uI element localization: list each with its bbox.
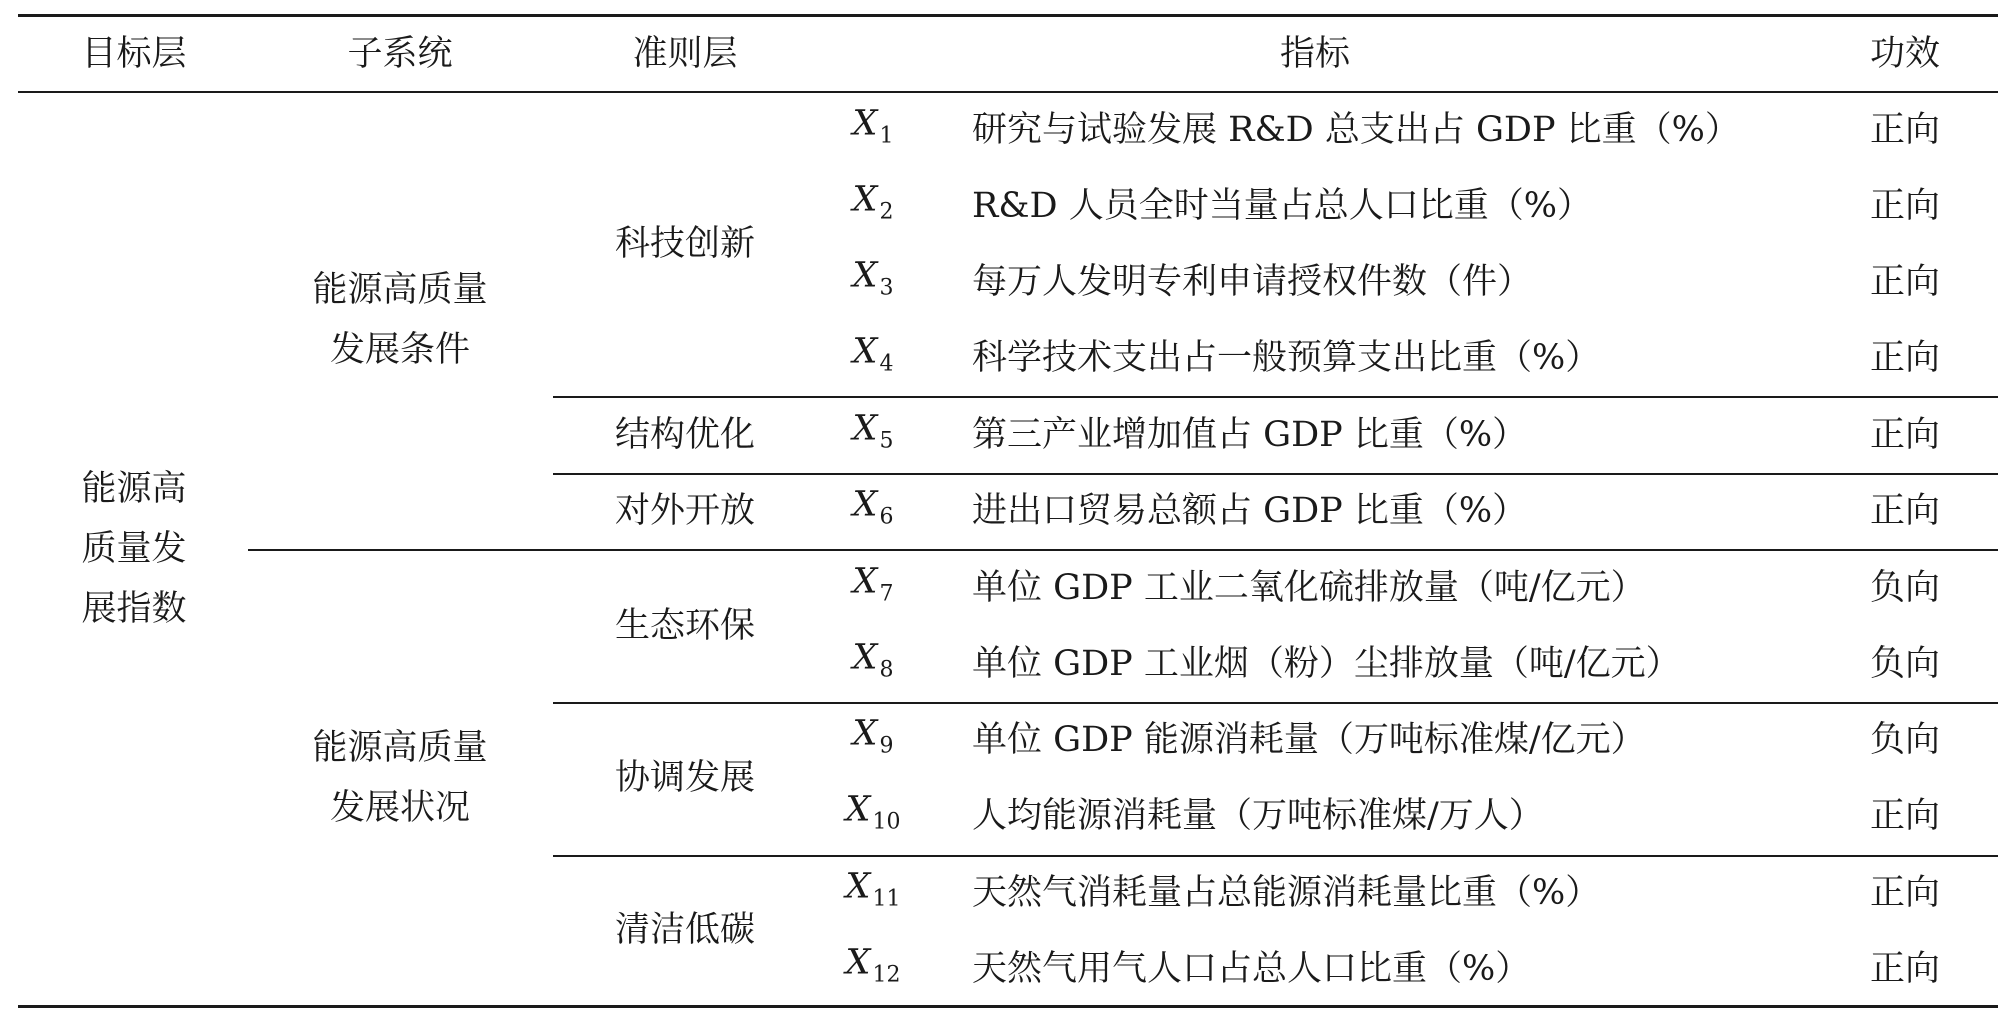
indicator-variable xyxy=(853,484,894,539)
indicator-effect: 负向 xyxy=(1869,644,1941,684)
subsystem-line: 发展条件 xyxy=(329,330,470,370)
goal-line-2: 质量发 xyxy=(81,529,187,569)
indicator-variable xyxy=(846,866,901,921)
header-rule xyxy=(18,91,1998,93)
criterion-sthb: 生态环保 xyxy=(614,606,756,646)
variable-subscript: 7 xyxy=(879,581,894,607)
variable-symbol: X xyxy=(845,942,871,983)
variable-subscript: 6 xyxy=(879,504,894,530)
variable-symbol: X xyxy=(845,866,871,907)
variable-subscript: 5 xyxy=(879,428,894,454)
indicator-effect: 负向 xyxy=(1869,568,1941,608)
variable-subscript: 11 xyxy=(872,886,901,912)
indicator-text: 科学技术支出占一般预算支出比重（%） xyxy=(972,338,1601,378)
rule-after-kjcx xyxy=(553,396,1998,398)
indicator-text: 单位 GDP 能源消耗量（万吨标准煤/亿元） xyxy=(972,720,1646,760)
header-goal: 目标层 xyxy=(81,34,187,74)
indicator-effect: 正向 xyxy=(1869,491,1941,531)
indicator-variable xyxy=(853,408,894,463)
criterion-qjdt: 清洁低碳 xyxy=(614,910,756,950)
criterion-xtfz: 协调发展 xyxy=(614,758,756,798)
variable-symbol: X xyxy=(852,637,878,678)
indicator-variable xyxy=(853,637,894,692)
variable-symbol: X xyxy=(852,103,878,144)
rule-subsystem-divider xyxy=(248,549,1998,551)
subsystem-line: 发展状况 xyxy=(329,788,470,828)
indicator-effect: 正向 xyxy=(1869,949,1941,989)
bottom-rule xyxy=(18,1005,1998,1008)
indicator-text: 单位 GDP 工业二氧化硫排放量（吨/亿元） xyxy=(972,568,1646,608)
goal-line-1: 能源高 xyxy=(81,469,187,509)
variable-subscript: 9 xyxy=(879,733,894,759)
criterion-dwkf: 对外开放 xyxy=(614,491,756,531)
indicator-effect: 正向 xyxy=(1869,338,1941,378)
indicator-variable xyxy=(853,331,894,386)
indicator-variable xyxy=(853,179,894,234)
indicator-text: 第三产业增加值占 GDP 比重（%） xyxy=(972,415,1528,455)
indicator-variable xyxy=(853,103,894,158)
variable-symbol: X xyxy=(845,789,871,830)
header-indicator: 指标 xyxy=(1279,34,1351,74)
indicator-effect: 正向 xyxy=(1869,262,1941,302)
indicator-effect: 正向 xyxy=(1869,796,1941,836)
rule-after-xtfz xyxy=(553,855,1998,857)
header-effect: 功效 xyxy=(1869,34,1941,74)
variable-symbol: X xyxy=(852,179,878,220)
subsystem-line: 能源高质量 xyxy=(312,270,488,310)
indicator-text: R&D 人员全时当量占总人口比重（%） xyxy=(972,186,1592,226)
variable-subscript: 10 xyxy=(872,809,901,835)
indicator-effect: 负向 xyxy=(1869,720,1941,760)
variable-symbol: X xyxy=(852,255,878,296)
variable-symbol: X xyxy=(852,484,878,525)
variable-subscript: 2 xyxy=(879,199,894,225)
variable-subscript: 1 xyxy=(879,123,894,149)
indicator-variable xyxy=(853,713,894,768)
indicator-text: 天然气用气人口占总人口比重（%） xyxy=(972,949,1531,989)
indicator-variable xyxy=(853,561,894,616)
indicator-text: 进出口贸易总额占 GDP 比重（%） xyxy=(972,491,1528,531)
variable-symbol: X xyxy=(852,713,878,754)
subsystem-conditions xyxy=(290,260,510,380)
variable-subscript: 3 xyxy=(879,275,894,301)
goal-line-3: 展指数 xyxy=(81,589,187,629)
criterion-kjcx: 科技创新 xyxy=(614,224,756,264)
top-rule xyxy=(18,14,1998,17)
indicator-effect: 正向 xyxy=(1869,110,1941,150)
indicator-variable xyxy=(846,789,901,844)
indicator-text: 单位 GDP 工业烟（粉）尘排放量（吨/亿元） xyxy=(972,644,1681,684)
criterion-jgyh: 结构优化 xyxy=(614,415,756,455)
indicator-effect: 正向 xyxy=(1869,415,1941,455)
variable-symbol: X xyxy=(852,408,878,449)
indicator-effect: 正向 xyxy=(1869,873,1941,913)
header-subsystem: 子系统 xyxy=(347,34,453,74)
header-criterion: 准则层 xyxy=(632,34,738,74)
variable-symbol: X xyxy=(852,331,878,372)
subsystem-status xyxy=(290,718,510,838)
variable-symbol: X xyxy=(852,561,878,602)
rule-after-jgyh xyxy=(553,473,1998,475)
indicator-text: 天然气消耗量占总能源消耗量比重（%） xyxy=(972,873,1601,913)
variable-subscript: 12 xyxy=(872,962,901,988)
indicator-variable xyxy=(846,942,901,997)
indicator-variable xyxy=(853,255,894,310)
goal-cell xyxy=(64,459,204,639)
indicator-effect: 正向 xyxy=(1869,186,1941,226)
variable-subscript: 8 xyxy=(879,657,894,683)
indicator-text: 每万人发明专利申请授权件数（件） xyxy=(972,262,1533,302)
variable-subscript: 4 xyxy=(879,351,894,377)
rule-after-sthb xyxy=(553,702,1998,704)
indicator-text: 人均能源消耗量（万吨标准煤/万人） xyxy=(972,796,1544,836)
subsystem-line: 能源高质量 xyxy=(312,728,488,768)
indicator-text: 研究与试验发展 R&D 总支出占 GDP 比重（%） xyxy=(972,110,1740,150)
